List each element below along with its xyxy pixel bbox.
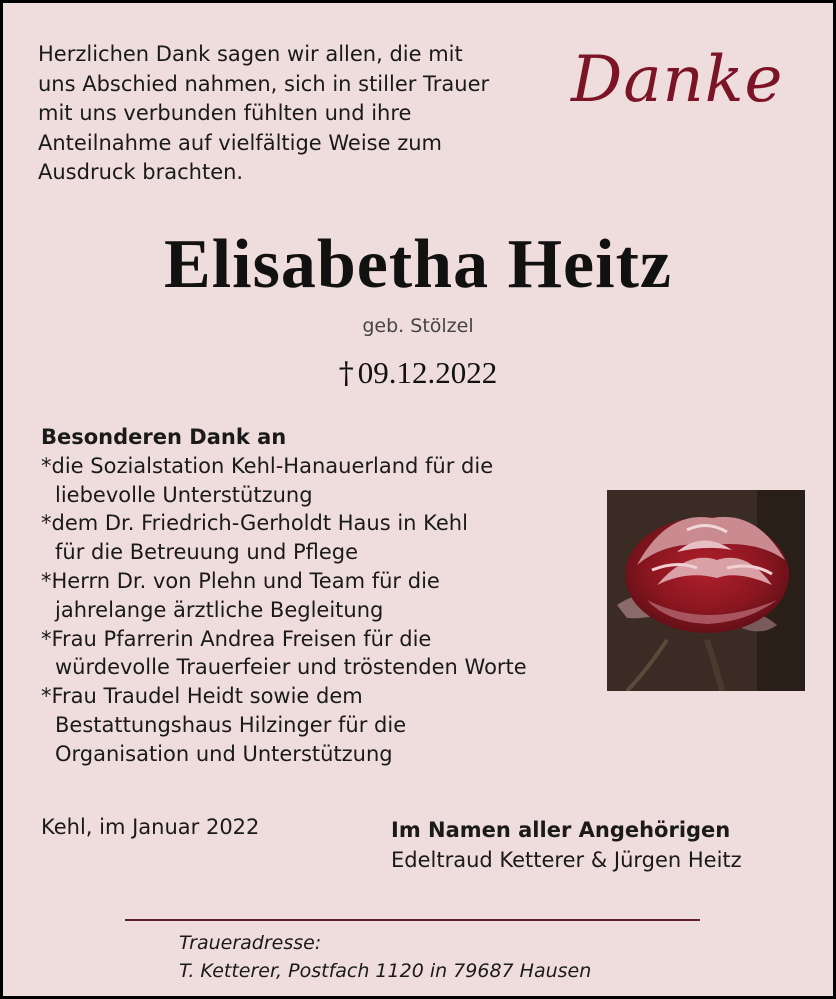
thanks-line: *Frau Traudel Heidt sowie dem xyxy=(41,684,363,709)
signature-names: Edeltraud Ketterer & Jürgen Heitz xyxy=(391,848,742,872)
thanks-line: *Frau Pfarrerin Andrea Freisen für die xyxy=(41,626,432,651)
death-date: 09.12.2022 xyxy=(357,355,498,390)
divider xyxy=(125,919,700,921)
intro-line: mit uns verbunden fühlten und ihre xyxy=(38,101,412,125)
intro-line: Anteilnahme auf vielfältige Weise zum xyxy=(38,130,443,155)
address-value: T. Ketterer, Postfach 1120 in 79687 Hausen xyxy=(179,960,592,982)
thanks-line: Bestattungshaus Hilzinger für die xyxy=(55,712,407,737)
thanks-line: würdevolle Trauerfeier und tröstenden Worte xyxy=(55,655,527,680)
thanks-line: *dem Dr. Friedrich-Gerholdt Haus in Kehl xyxy=(41,511,468,536)
intro-line: uns Abschied nahmen, sich in stiller Trauer xyxy=(38,71,490,96)
death-date-line xyxy=(3,355,833,391)
address-label: Traueradresse: xyxy=(179,932,322,954)
thanks-line: jahrelange ärztliche Begleitung xyxy=(55,597,384,622)
cross-icon: † xyxy=(338,356,354,391)
thanks-line: für die Betreuung und Pflege xyxy=(55,540,359,565)
intro-text xyxy=(38,40,558,188)
intro-line: Ausdruck brachten. xyxy=(38,160,244,184)
thanks-line: liebevolle Unterstützung xyxy=(55,482,313,507)
deceased-name: Elisabetha Heitz xyxy=(164,226,672,303)
special-thanks xyxy=(41,423,601,769)
signature-block xyxy=(391,815,831,875)
thanks-line: *die Sozialstation Kehl-Hanauerland für die xyxy=(41,453,494,478)
intro-line: Herzlichen Dank sagen wir allen, die mit xyxy=(38,42,463,66)
thanks-line: Organisation und Unterstützung xyxy=(55,741,393,766)
place-date: Kehl, im Januar 2022 xyxy=(41,815,260,839)
frosted-rose-image xyxy=(607,490,805,691)
mourning-address xyxy=(179,929,699,985)
special-thanks-heading: Besonderen Dank an xyxy=(41,425,287,449)
danke-script-heading: Danke xyxy=(571,43,784,117)
signature-heading: Im Namen aller Angehörigen xyxy=(391,818,731,842)
maiden-name: geb. Stölzel xyxy=(362,315,474,337)
thanks-line: *Herrn Dr. von Plehn und Team für die xyxy=(41,568,440,593)
